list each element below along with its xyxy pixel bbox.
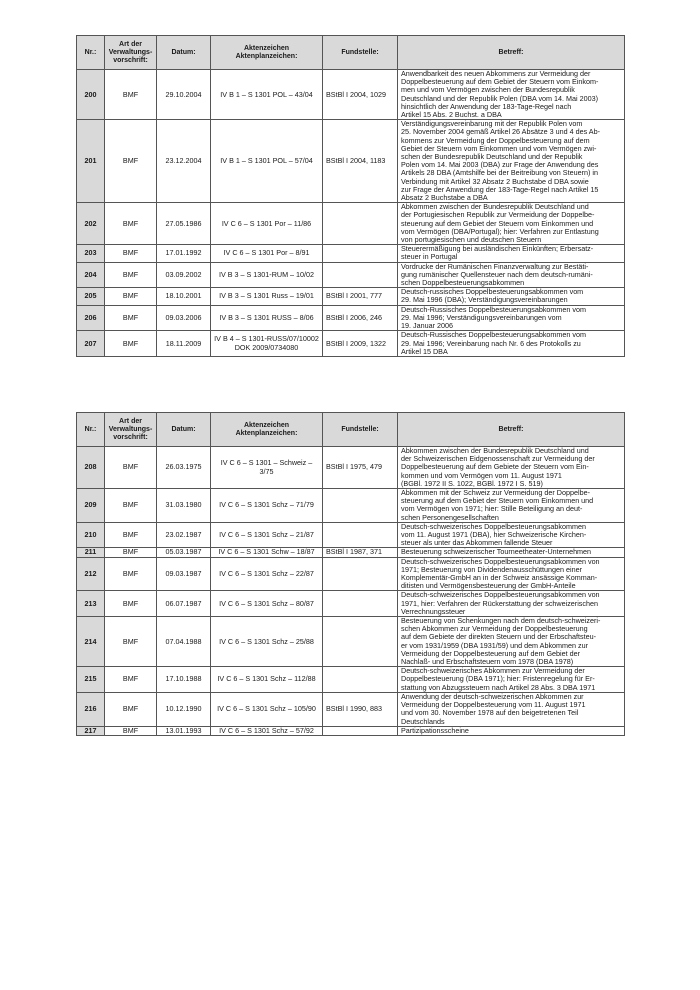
- table-row: [77, 557, 625, 591]
- row-aktenzeichen: IV C 6 – S 1301 Schz – 80/87: [211, 591, 323, 617]
- table-row: [77, 288, 625, 305]
- row-number: 206: [77, 305, 105, 331]
- row-fundstelle: BStBl I 1975, 479: [323, 447, 398, 489]
- row-aktenzeichen: IV B 4 – S 1301-RUSS/07/10002 DOK 2009/0734080: [211, 331, 323, 357]
- row-datum: 18.10.2001: [157, 288, 211, 305]
- row-betreff: Deutsch-russisches Doppelbesteuerungsabkommen vom 29. Mai 1996 (DBA); Verständigungsvereinbarungen: [398, 288, 625, 305]
- table-row: [77, 262, 625, 288]
- row-betreff: Besteuerung von Schenkungen nach dem deutsch-schweizeri- schen Abkommen zur Vermeidung der Doppelbesteuerung auf dem Gebiete der direkten Steuern und der Erbschaftsteu- er vom 1931/1959 (DBA 1931/59) und dem Abkommen zur Vermeidung der Doppelbesteuerung auf dem Gebiet der Nachlaß- und Erbschaftsteuern vom 1978 (DBA 1978): [398, 617, 625, 667]
- row-fundstelle: BStBl I 1987, 371: [323, 548, 398, 557]
- row-fundstelle: BStBl I 2004, 1183: [323, 120, 398, 203]
- row-art: BMF: [105, 203, 157, 245]
- row-datum: 10.12.1990: [157, 692, 211, 726]
- row-fundstelle: [323, 617, 398, 667]
- header-aktenzeichen: Aktenzeichen Aktenplanzeichen:: [211, 36, 323, 70]
- row-fundstelle: [323, 667, 398, 693]
- table-row: [77, 203, 625, 245]
- row-art: BMF: [105, 617, 157, 667]
- row-art: BMF: [105, 288, 157, 305]
- row-datum: 13.01.1993: [157, 726, 211, 735]
- row-art: BMF: [105, 245, 157, 262]
- row-datum: 23.02.1987: [157, 522, 211, 548]
- header-nr: Nr.:: [77, 36, 105, 70]
- row-fundstelle: [323, 245, 398, 262]
- table-row: [77, 331, 625, 357]
- row-betreff: Anwendbarkeit des neuen Abkommens zur Vermeidung der Doppelbesteuerung auf dem Gebiet der Steuern vom Einkom- men und vom Vermögen zwischen der Bundesrepublik Deutschland und der Republik Polen (DBA vom 14. Mai 2003) hinsichtlich der Anwendung der 183-Tage-Regel nach Artikel 15 Abs. 2 Buchst. a DBA: [398, 70, 625, 120]
- row-betreff: Steuerermäßigung bei ausländischen Einkünften; Erbersatz- steuer in Portugal: [398, 245, 625, 262]
- row-number: 211: [77, 548, 105, 557]
- header-nr: Nr.:: [77, 413, 105, 447]
- row-datum: 09.03.1987: [157, 557, 211, 591]
- row-number: 201: [77, 120, 105, 203]
- row-number: 217: [77, 726, 105, 735]
- row-betreff: Abkommen zwischen der Bundesrepublik Deutschland und der Portugiesischen Republik zur Vermeidung der Doppelbe- steuerung auf dem Gebiet der Steuern vom Einkommen und vom Vermögen (DBA/Portugal); hier: Verfahren zur Entlastung von portugiesischen und deutschen Steuern: [398, 203, 625, 245]
- row-fundstelle: [323, 557, 398, 591]
- row-aktenzeichen: IV B 3 – S 1301 RUSS – 8/06: [211, 305, 323, 331]
- row-fundstelle: BStBl I 2006, 246: [323, 305, 398, 331]
- row-fundstelle: [323, 522, 398, 548]
- table-row: [77, 522, 625, 548]
- row-datum: 18.11.2009: [157, 331, 211, 357]
- row-betreff: Deutsch-schweizerisches Doppelbesteuerungsabkommen von 1971, hier: Verfahren der Rückerstattung der schweizerischen Verrechnungssteuer: [398, 591, 625, 617]
- row-datum: 26.03.1975: [157, 447, 211, 489]
- row-datum: 31.03.1980: [157, 489, 211, 523]
- row-aktenzeichen: IV C 6 – S 1301 Schz – 112/88: [211, 667, 323, 693]
- row-number: 204: [77, 262, 105, 288]
- header-betreff: Betreff:: [398, 413, 625, 447]
- row-aktenzeichen: IV C 6 – S 1301 Por – 11/86: [211, 203, 323, 245]
- row-aktenzeichen: IV C 6 – S 1301 Schz – 22/87: [211, 557, 323, 591]
- row-datum: 09.03.2006: [157, 305, 211, 331]
- row-number: 202: [77, 203, 105, 245]
- row-number: 216: [77, 692, 105, 726]
- table-row: [77, 120, 625, 203]
- row-betreff: Deutsch-schweizerisches Doppelbesteuerungsabkommen von 1971; Besteuerung von Dividendenausschüttungen einer Komplementär-GmbH an in der Schweiz ansässige Komman- ditisten und Vermögensbesteuerung der GmbH-Anteile: [398, 557, 625, 591]
- table-header-row: [77, 36, 625, 70]
- row-number: 208: [77, 447, 105, 489]
- regulations-table-2: [76, 412, 625, 736]
- row-number: 212: [77, 557, 105, 591]
- row-art: BMF: [105, 522, 157, 548]
- table-row: [77, 489, 625, 523]
- row-datum: 06.07.1987: [157, 591, 211, 617]
- row-art: BMF: [105, 120, 157, 203]
- header-art: Art der Verwaltungs- vorschrift:: [105, 413, 157, 447]
- table-row: [77, 726, 625, 735]
- row-art: BMF: [105, 262, 157, 288]
- row-betreff: Vordrucke der Rumänischen Finanzverwaltung zur Bestäti- gung rumänischer Quellensteuer nach dem deutsch-rumäni- schen Doppelbesteuerungsabkommen: [398, 262, 625, 288]
- row-aktenzeichen: IV B 1 – S 1301 POL – 57/04: [211, 120, 323, 203]
- row-datum: 03.09.2002: [157, 262, 211, 288]
- table-row: [77, 70, 625, 120]
- row-fundstelle: BStBl I 2004, 1029: [323, 70, 398, 120]
- regulations-table-1: [76, 35, 625, 357]
- table-row: [77, 245, 625, 262]
- row-number: 200: [77, 70, 105, 120]
- table-row: [77, 692, 625, 726]
- row-datum: 29.10.2004: [157, 70, 211, 120]
- row-art: BMF: [105, 692, 157, 726]
- row-aktenzeichen: IV B 1 – S 1301 POL – 43/04: [211, 70, 323, 120]
- row-art: BMF: [105, 726, 157, 735]
- row-fundstelle: [323, 203, 398, 245]
- row-number: 214: [77, 617, 105, 667]
- row-aktenzeichen: IV B 3 – S 1301 Russ – 19/01: [211, 288, 323, 305]
- row-aktenzeichen: IV C 6 – S 1301 Schz – 21/87: [211, 522, 323, 548]
- row-aktenzeichen: IV C 6 – S 1301 Schz – 57/92: [211, 726, 323, 735]
- row-aktenzeichen: IV B 3 – S 1301-RUM – 10/02: [211, 262, 323, 288]
- row-betreff: Deutsch-schweizerisches Abkommen zur Vermeidung der Doppelbesteuerung (DBA 1971); hier: Fristenregelung für Er- stattung von Abzugssteuern nach Artikel 28 Abs. 3 DBA 1971: [398, 667, 625, 693]
- row-aktenzeichen: IV C 6 – S 1301 Por – 8/91: [211, 245, 323, 262]
- row-aktenzeichen: IV C 6 – S 1301 Schz – 105/90: [211, 692, 323, 726]
- row-aktenzeichen: IV C 6 – S 1301 – Schweiz – 3/75: [211, 447, 323, 489]
- row-fundstelle: [323, 726, 398, 735]
- table-row: [77, 591, 625, 617]
- row-number: 209: [77, 489, 105, 523]
- row-fundstelle: BStBl I 1990, 883: [323, 692, 398, 726]
- row-datum: 23.12.2004: [157, 120, 211, 203]
- row-betreff: Partizipationsscheine: [398, 726, 625, 735]
- header-datum: Datum:: [157, 36, 211, 70]
- row-art: BMF: [105, 489, 157, 523]
- row-betreff: Anwendung der deutsch-schweizerischen Abkommen zur Vermeidung der Doppelbesteuerung vom 11. August 1971 und vom 30. November 1978 auf den beigetretenen Teil Deutschlands: [398, 692, 625, 726]
- row-betreff: Abkommen zwischen der Bundesrepublik Deutschland und der Schweizerischen Eidgenossenschaft zur Vermeidung der Doppelbesteuerung auf dem Gebiete der Steuern vom Ein- kommen und vom Vermögen vom 11. August 1971 (BGBl. 1972 II S. 1022, BGBl. 1972 I S. 519): [398, 447, 625, 489]
- row-datum: 07.04.1988: [157, 617, 211, 667]
- row-art: BMF: [105, 548, 157, 557]
- row-art: BMF: [105, 70, 157, 120]
- row-art: BMF: [105, 557, 157, 591]
- row-betreff: Deutsch-schweizerisches Doppelbesteuerungsabkommen vom 11. August 1971 (DBA), hier Schweizerische Kirchen- steuer als unter das Abkommen fallende Steuer: [398, 522, 625, 548]
- row-aktenzeichen: IV C 6 – S 1301 Schz – 71/79: [211, 489, 323, 523]
- row-number: 203: [77, 245, 105, 262]
- row-datum: 05.03.1987: [157, 548, 211, 557]
- row-art: BMF: [105, 667, 157, 693]
- table-row: [77, 447, 625, 489]
- row-fundstelle: BStBl I 2001, 777: [323, 288, 398, 305]
- row-datum: 27.05.1986: [157, 203, 211, 245]
- row-art: BMF: [105, 591, 157, 617]
- header-betreff: Betreff:: [398, 36, 625, 70]
- header-datum: Datum:: [157, 413, 211, 447]
- row-number: 210: [77, 522, 105, 548]
- row-fundstelle: [323, 262, 398, 288]
- row-aktenzeichen: IV C 6 – S 1301 Schz – 25/88: [211, 617, 323, 667]
- row-art: BMF: [105, 447, 157, 489]
- table-row: [77, 305, 625, 331]
- table-row: [77, 667, 625, 693]
- row-fundstelle: [323, 489, 398, 523]
- header-aktenzeichen: Aktenzeichen Aktenplanzeichen:: [211, 413, 323, 447]
- row-art: BMF: [105, 305, 157, 331]
- table-header-row: [77, 413, 625, 447]
- table-row: [77, 548, 625, 557]
- row-betreff: Abkommen mit der Schweiz zur Vermeidung der Doppelbe- steuerung auf dem Gebiet der Steuern vom Einkommen und vom Vermögen von 1971; hier: Stille Beteiligung an deut- schen Personengesellschaften: [398, 489, 625, 523]
- row-betreff: Verständigungsvereinbarung mit der Republik Polen vom 25. November 2004 gemäß Artikel 26 Absätze 3 und 4 des Ab- kommens zur Vermeidung der Doppelbesteuerung auf dem Gebiet der Steuern vom Einkommen und vom Vermögen zwi- schen der Bundesrepublik Deutschland und der Republik Polen vom 14. Mai 2003 (DBA) zur Frage der Anwendung des Artikels 28 DBA (Amtshilfe bei der Beitreibung von Steuern) in Verbindung mit Artikel 32 Absatz 2 Buchstabe d DBA sowie zur Frage der Anwendung der 183-Tage-Regel nach Artikel 15 Absatz 2 Buchstabe a DBA: [398, 120, 625, 203]
- row-number: 215: [77, 667, 105, 693]
- row-betreff: Deutsch-Russisches Doppelbesteuerungsabkommen vom 29. Mai 1996; Verständigungsvereinbarungen vom 19. Januar 2006: [398, 305, 625, 331]
- row-aktenzeichen: IV C 6 – S 1301 Schw – 18/87: [211, 548, 323, 557]
- row-betreff: Deutsch-Russisches Doppelbesteuerungsabkommen vom 29. Mai 1996; Vereinbarung nach Nr. 6 des Protokolls zu Artikel 15 DBA: [398, 331, 625, 357]
- row-datum: 17.10.1988: [157, 667, 211, 693]
- header-fundstelle: Fundstelle:: [323, 413, 398, 447]
- row-fundstelle: BStBl I 2009, 1322: [323, 331, 398, 357]
- row-number: 205: [77, 288, 105, 305]
- row-number: 213: [77, 591, 105, 617]
- row-art: BMF: [105, 331, 157, 357]
- row-datum: 17.01.1992: [157, 245, 211, 262]
- header-fundstelle: Fundstelle:: [323, 36, 398, 70]
- row-betreff: Besteuerung schweizerischer Tourneetheater-Unternehmen: [398, 548, 625, 557]
- row-number: 207: [77, 331, 105, 357]
- row-fundstelle: [323, 591, 398, 617]
- table-row: [77, 617, 625, 667]
- header-art: Art der Verwaltungs- vorschrift:: [105, 36, 157, 70]
